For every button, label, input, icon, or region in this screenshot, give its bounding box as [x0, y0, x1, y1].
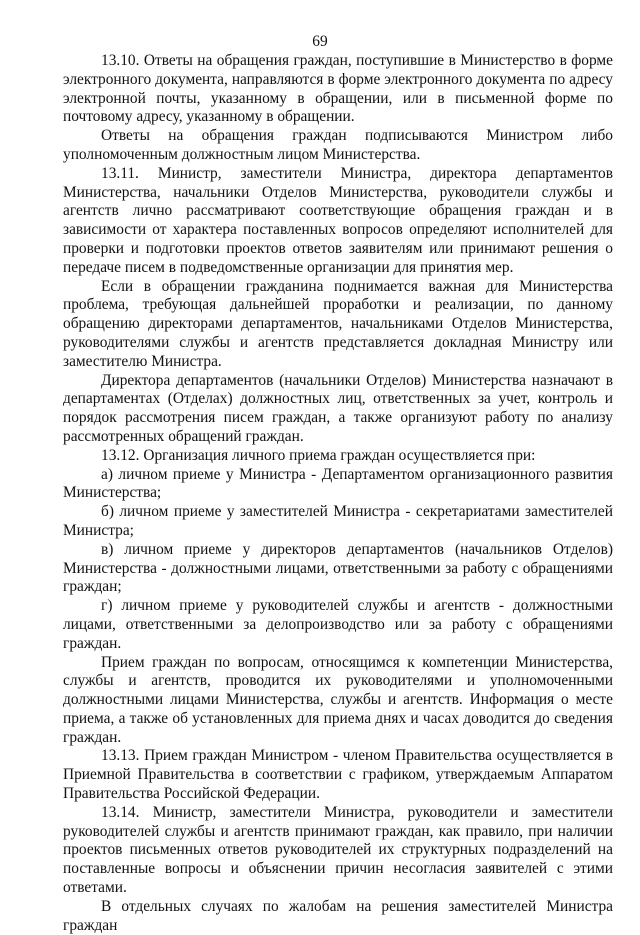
paragraph-13-11: 13.11. Министр, заместители Министра, директора департаментов Министерства, начальники Отделов Министерства, руководители службы и агентств лично рассматривают соответствующие обращения граждан и в зависимости от характера поставленных вопросов определяют исполнителей для проверки и подготовки проектов ответов заявителям или принимают решения о передаче писем в подведомственные организации для принятия мер.	[63, 164, 613, 276]
paragraph-13-13: 13.13. Прием граждан Министром - членом Правительства осуществляется в Приемной Правительства в соответствии с графиком, утверждаемым Аппаратом Правительства Российской Федерации.	[63, 747, 613, 803]
paragraph-directors-assign: Директора департаментов (начальники Отделов) Министерства назначают в департаментах (Отделах) должностных лиц, ответственных за учет, контроль и порядок рассмотрения писем граждан, а также организуют работу по анализу рассмотренных обращений граждан.	[63, 371, 613, 445]
paragraph-answers-signing: Ответы на обращения граждан подписываются Министром либо уполномоченным должностным лицом Министерства.	[63, 127, 613, 163]
paragraph-13-10: 13.10. Ответы на обращения граждан, поступившие в Министерство в форме электронного документа, направляются в форме электронного документа по адресу электронной почты, указанному в обращении, или в письменной форме по почтовому адресу, указанному в обращении.	[63, 52, 613, 126]
paragraph-special-cases: В отдельных случаях по жалобам на решения заместителей Министра граждан	[63, 897, 613, 934]
list-item-b: б) личном приеме у заместителей Министра - секретариатами заместителей Министра;	[63, 503, 613, 539]
list-item-g: г) личном приеме у руководителей службы и агентств - должностными лицами, ответственными за делопроизводство или за работу с обращениями граждан.	[63, 597, 613, 652]
paragraph-13-14: 13.14. Министр, заместители Министра, руководители и заместители руководителей службы и агентств принимают граждан, как правило, при наличии проектов письменных ответов руководителей их структурных подразделений на поставленные вопросы и объяснении причин несогласия заявителей с этими ответами.	[63, 803, 613, 897]
paragraph-13-12: 13.12. Организация личного приема граждан осуществляется при:	[101, 446, 536, 464]
document-body	[63, 52, 613, 935]
list-item-v: в) личном приеме у директоров департаментов (начальников Отделов) Министерства - должностными лицами, ответственными за работу с обращениями граждан;	[63, 540, 613, 596]
paragraph-important-problem: Если в обращении гражданина поднимается важная для Министерства проблема, требующая дальнейшей проработки и реализации, по данному обращению директорами департаментов, начальниками Отделов Министерства, руководителями службы и агентств представляется докладная Министру или заместителю Министра.	[63, 277, 613, 370]
list-item-a: а) личном приеме у Министра - Департаментом организационного развития Министерства;	[63, 465, 613, 502]
paragraph-reception-of-citizens: Прием граждан по вопросам, относящимся к компетенции Министерства, службы и агентств, проводится их руководителями и уполномоченными должностными лицами Министерства, службы и агентств. Информация о месте приема, а также об установленных для приема днях и часах доводится до сведения граждан.	[63, 653, 613, 746]
page-number: 69	[312, 33, 328, 50]
